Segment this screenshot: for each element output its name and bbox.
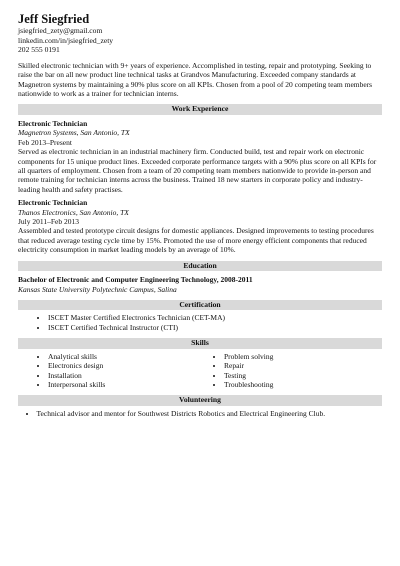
volunteering-list [18,409,382,418]
list-item: • Testing [224,371,382,380]
job-company: Thanos Electronics, San Antonio, TX [18,207,129,217]
list-item: • Troubleshooting [224,380,382,389]
phone-number: 202 555 0191 [18,45,60,55]
skills-list-right [206,352,382,390]
section-header-volunteering: Volunteering [18,395,382,406]
job-company: Magnetron Systems, San Antonio, TX [18,128,130,138]
degree-title: Bachelor of Electronic and Computer Engineering Technology, 2008-2011 [18,275,253,285]
job-dates: July 2011–Feb 2013 [18,216,79,226]
job-title: Electronic Technician [18,198,88,208]
volunteering-section [18,409,382,418]
list-item: • Repair [224,361,382,370]
school-name: Kansas State University Polytechnic Campus, Salina [18,284,177,294]
list-item: • ISCET Master Certified Electronics Technician (CET-MA) [48,313,382,322]
job-title: Electronic Technician [18,118,88,128]
job-entry [18,119,382,194]
contact-info [18,26,382,55]
skills-list-left [18,352,206,390]
list-item: • Installation [48,371,206,380]
list-item: • Interpersonal skills [48,380,206,389]
list-item: • Electronics design [48,361,206,370]
job-dates: Feb 2013–Present [18,137,72,147]
job-description: Served as electronic technician in an industrial machinery firm. Conducted build, test and repair work on electronic components for 15 unique product lines. Exceeded corporate performance targets with a 90% plus score on all KPIs for all quarters of employment. Chosen from a team of 20 competing team members nationwide to provide in-person and remote training for technician interns across the business. Trained 18 new starters in corporate policy and industry-leading health and safety practises. [18,147,377,194]
section-header-skills: Skills [18,338,382,349]
list-item: • Technical advisor and mentor for Southwest Districts Robotics and Electrical Engineering Club. [26,409,382,418]
resume-header [18,12,382,55]
section-header-education: Education [18,261,382,272]
list-item: • ISCET Certified Technical Instructor (CTI) [48,323,382,332]
certification-list [18,313,382,332]
section-header-work: Work Experience [18,104,382,115]
job-entry [18,198,382,254]
section-header-certification: Certification [18,300,382,311]
job-description: Assembled and tested prototype circuit designs for domestic appliances. Designed improvements to testing procedures that reduced average testing cycle time by 15%. Promoted the use of more energy efficient components that reduced electricity consumption in market leading models by an average of 10%. [18,226,374,255]
email-address: jsiegfried_zety@gmail.com [18,26,103,35]
list-item: • Analytical skills [48,352,206,361]
education-entry [18,275,382,294]
summary-paragraph: Skilled electronic technician with 9+ years of experience. Accomplished in testing, repair and prototyping. Seeking to raise the bar on all new product line technical tasks at Grandvos Manufacturing. Exceeded company standards at Magnetron systems by maintaining a 90% plus score on all KPIs. Chosen from a pool of 20 competing team members nationwide to work as a trainer for technician interns. [18,60,373,98]
list-item: • Problem solving [224,352,382,361]
linkedin-url: linkedin.com/in/jsiegfried_zety [18,35,114,45]
skills-columns [18,352,382,390]
candidate-name: Jeff Siegfried [18,12,90,26]
